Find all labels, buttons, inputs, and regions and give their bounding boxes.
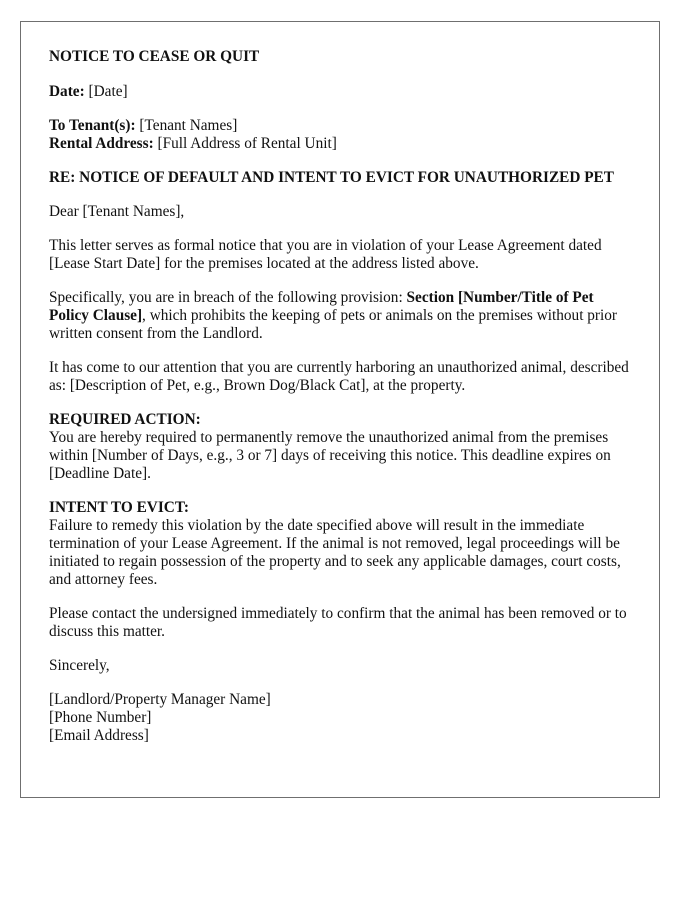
tenant-line — [49, 117, 631, 135]
date-label: Date: — [49, 83, 85, 100]
required-action-body: You are hereby required to permanently remove the unauthorized animal from the premises within [Number of Days, e.g., 3 or 7] days of receiving this notice. This deadline expires on [Deadline Date]. — [49, 429, 611, 482]
signer-name: [Landlord/Property Manager Name] — [49, 691, 271, 708]
tenant-label: To Tenant(s): — [49, 117, 136, 134]
breach-section: Section [Number/Title of Pet Policy Clause] — [49, 289, 594, 324]
intent-to-evict-section — [49, 499, 631, 589]
intent-to-evict-body: Failure to remedy this violation by the date specified above will result in the immediate termination of your Lease Agreement. If the animal is not removed, legal proceedings will be initiated to regain possession of the property and to seek any applicable damages, court costs, and attorney fees. — [49, 517, 621, 588]
letter-title: NOTICE TO CEASE OR QUIT — [49, 48, 260, 65]
address-label: Rental Address: — [49, 135, 154, 152]
signer-phone: [Phone Number] — [49, 709, 152, 726]
date-value: [Date] — [88, 83, 128, 100]
address-line — [49, 135, 631, 153]
closing: Sincerely, — [49, 657, 110, 674]
required-action-section — [49, 411, 631, 483]
paragraph-contact: Please contact the undersigned immediately to confirm that the animal has been removed or to discuss this matter. — [49, 605, 627, 640]
signer-email: [Email Address] — [49, 727, 149, 744]
paragraph-breach — [49, 289, 631, 343]
signature-block — [49, 691, 631, 745]
letter-document — [20, 21, 660, 798]
paragraph-animal: It has come to our attention that you are currently harboring an unauthorized animal, described as: [Description of Pet, e.g., Brown Dog/Black Cat], at the property. — [49, 359, 629, 394]
required-action-heading: REQUIRED ACTION: — [49, 411, 201, 428]
intent-to-evict-heading: INTENT TO EVICT: — [49, 499, 189, 516]
subject-line: RE: NOTICE OF DEFAULT AND INTENT TO EVICT FOR UNAUTHORIZED PET — [49, 169, 614, 186]
breach-prefix: Specifically, you are in breach of the following provision: — [49, 289, 407, 306]
tenant-value: [Tenant Names] — [139, 117, 238, 134]
breach-suffix: , which prohibits the keeping of pets or animals on the premises without prior written consent from the Landlord. — [49, 307, 618, 342]
salutation: Dear [Tenant Names], — [49, 203, 185, 220]
paragraph-violation: This letter serves as formal notice that you are in violation of your Lease Agreement dated [Lease Start Date] for the premises located at the address listed above. — [49, 237, 602, 272]
date-line — [49, 83, 631, 101]
recipient-block — [49, 117, 631, 153]
address-value: [Full Address of Rental Unit] — [157, 135, 337, 152]
